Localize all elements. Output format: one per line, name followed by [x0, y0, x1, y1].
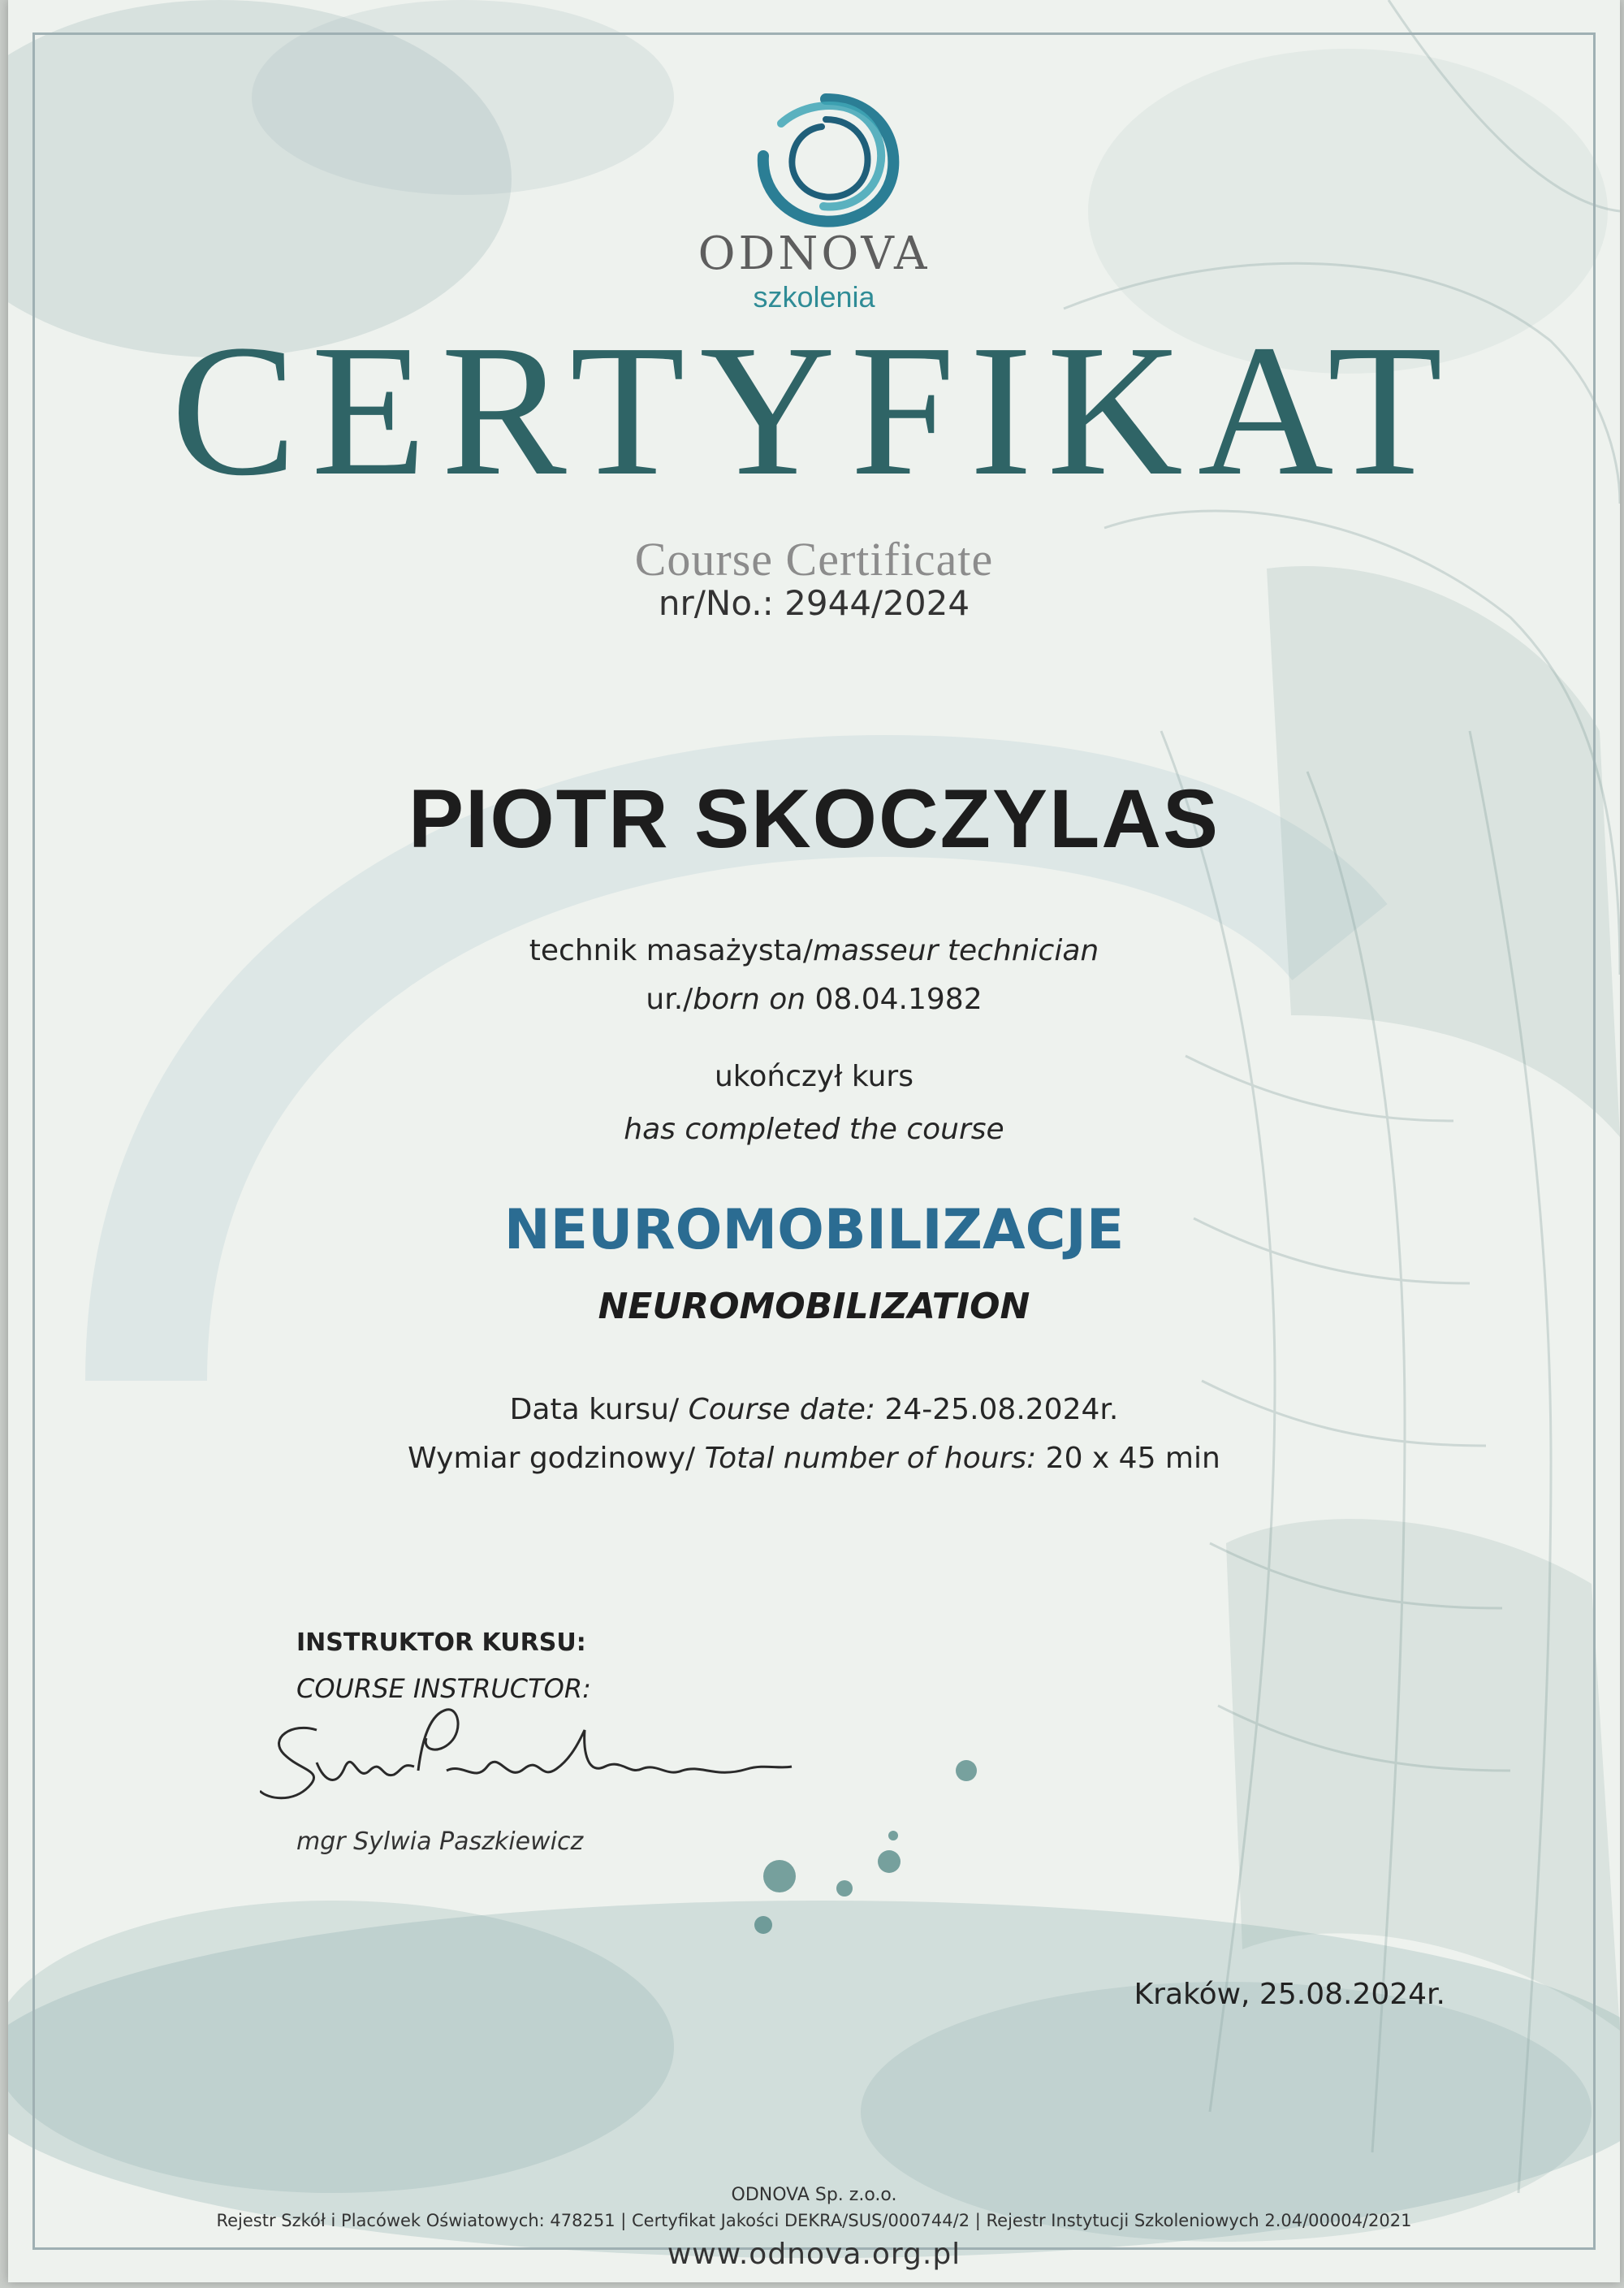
- course-date-value: 24-25.08.2024r.: [875, 1393, 1119, 1426]
- certificate-number: nr/No.: 2944/2024: [658, 583, 970, 623]
- course-date-label-en: Course date:: [688, 1393, 876, 1426]
- footer-registry: Rejestr Szkół i Placówek Oświatowych: 478251 | Certyfikat Jakości DEKRA/SUS/000744/2 | Rejestr Instytucji Szkoleniowych 2.04/00004/2021: [216, 2211, 1412, 2230]
- brand-subtitle: szkolenia: [753, 280, 875, 314]
- occupation-pl: technik masażysta/: [529, 934, 813, 967]
- course-name-en: NEUROMOBILIZATION: [598, 1286, 1030, 1327]
- course-date: [8, 1393, 1620, 1426]
- footer-url: www.odnova.org.pl: [667, 2238, 961, 2271]
- course-name-pl: NEUROMOBILIZACJE: [503, 1198, 1125, 1262]
- course-hours-value: 20 x 45 min: [1036, 1442, 1220, 1475]
- course-date-label-pl: Data kursu/: [509, 1393, 689, 1426]
- issue-place-date: Kraków, 25.08.2024r.: [1134, 1978, 1445, 2011]
- completion-en: has completed the course: [624, 1113, 1004, 1146]
- recipient-name: PIOTR SKOCZYLAS: [408, 772, 1220, 865]
- born-en: born on: [693, 983, 806, 1016]
- instructor-label-en: COURSE INSTRUCTOR:: [296, 1673, 591, 1704]
- born-date: 08.04.1982: [806, 983, 983, 1016]
- certificate-page: [8, 0, 1620, 2282]
- instructor-signature: [260, 1706, 796, 1827]
- recipient-birth: [8, 983, 1620, 1016]
- recipient-occupation: [8, 934, 1620, 967]
- brand-name: ODNOVA: [698, 227, 931, 280]
- completion-pl: ukończył kurs: [714, 1060, 914, 1093]
- instructor-label-pl: INSTRUKTOR KURSU:: [296, 1628, 586, 1657]
- occupation-en: masseur technician: [812, 934, 1099, 967]
- certificate-subtitle: Course Certificate: [634, 533, 994, 586]
- course-hours: [8, 1442, 1620, 1475]
- course-hours-label-en: Total number of hours:: [704, 1442, 1037, 1475]
- born-pl: ur./: [646, 983, 693, 1016]
- certificate-title: CERTYFIKAT: [171, 306, 1458, 515]
- course-hours-label-pl: Wymiar godzinowy/: [408, 1442, 705, 1475]
- footer-company: ODNOVA Sp. z.o.o.: [731, 2185, 897, 2205]
- swirl-logo-icon: [749, 91, 903, 229]
- instructor-name: mgr Sylwia Paszkiewicz: [296, 1827, 584, 1856]
